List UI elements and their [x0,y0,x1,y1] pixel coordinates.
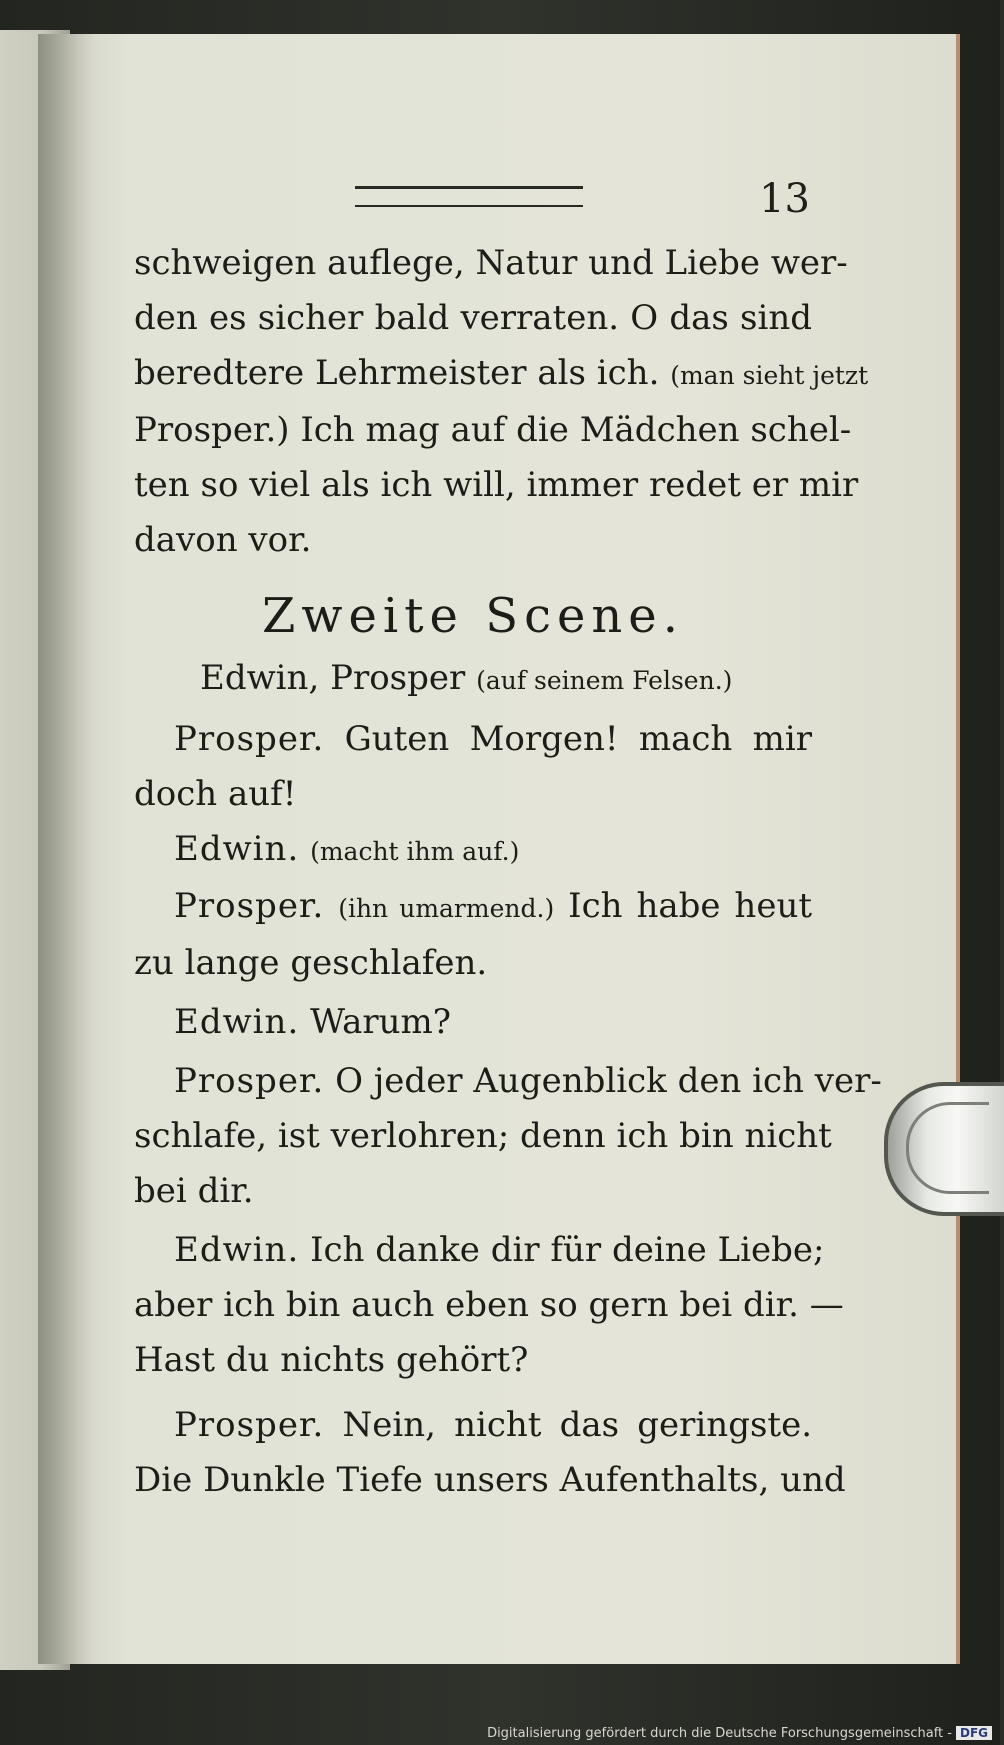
credit-text: Digitalisierung gefördert durch die Deutsche Forschungsgemeinschaft - [487,1726,952,1741]
spine-shadow [38,34,94,1664]
stage-direction: (man sieht jetzt [670,361,869,390]
scene-cast [200,658,732,698]
top-paragraph [134,236,869,568]
dialogue-line [134,1054,882,1109]
cast-stage-direction: (auf seinem Felsen.) [476,666,733,695]
page-clip [884,1082,1004,1216]
header-rule [355,186,583,189]
dialogue-block [134,712,882,1508]
dialogue-line [134,1223,825,1278]
dialogue-text: Guten Morgen! mach mir [344,719,812,759]
speaker-name: Prosper. [174,1405,325,1445]
dialogue-text: Ich danke dir für deine Liebe; [310,1230,825,1270]
dialogue-text: Nein, nicht das geringste. [342,1405,812,1445]
scene-title: Zweite Scene. [262,588,684,644]
dialogue-continuation: Die Dunkle Tiefe unsers Aufenthalts, und [134,1460,846,1500]
text-line: den es sicher bald verraten. O das sind [134,298,812,338]
dialogue-continuation: Hast du nichts gehört? [134,1340,529,1380]
speaker-name: Edwin. [174,1002,300,1042]
speaker-name: Prosper. [174,719,325,759]
dialogue-text: O jeder Augenblick den ich ver- [335,1061,882,1101]
cast-names: Edwin, Prosper [200,658,466,698]
text-line: Prosper.) Ich mag auf die Mädchen schel- [134,410,852,450]
dialogue-line [134,995,812,1050]
digitization-credit [487,1726,992,1741]
dfg-logo: DFG [956,1726,992,1740]
text-line [134,346,869,403]
dialogue-line [134,879,812,936]
stage-direction: (macht ihm auf.) [310,837,520,866]
page-number: 13 [759,176,810,222]
page-clip-inner [906,1102,989,1194]
speaker-name: Edwin. [174,1230,300,1270]
dialogue-line [134,712,812,767]
dialogue-line [134,822,812,879]
dialogue-continuation: doch auf! [134,774,297,814]
dialogue-continuation: zu lange geschlafen. [134,943,488,983]
dialogue-continuation: bei dir. [134,1171,254,1211]
speaker-name: Prosper. [174,886,325,926]
speaker-name: Edwin. [174,829,300,869]
text-line: schweigen auflege, Natur und Liebe wer- [134,243,848,283]
text-line: davon vor. [134,520,312,560]
dialogue-line [134,1398,812,1453]
text-line-part: beredtere Lehrmeister als ich. [134,353,660,393]
dialogue-text: Warum? [310,1002,451,1042]
stage-direction: (ihn umarmend.) [338,894,555,923]
header-rule-thin [355,205,583,207]
dialogue-text: Ich habe heut [568,886,813,926]
speaker-name: Prosper. [174,1061,325,1101]
dialogue-continuation: aber ich bin auch eben so gern bei dir. — [134,1285,844,1325]
text-line: ten so viel als ich will, immer redet er mir [134,465,859,505]
dialogue-continuation: schlafe, ist verlohren; denn ich bin nicht [134,1116,832,1156]
